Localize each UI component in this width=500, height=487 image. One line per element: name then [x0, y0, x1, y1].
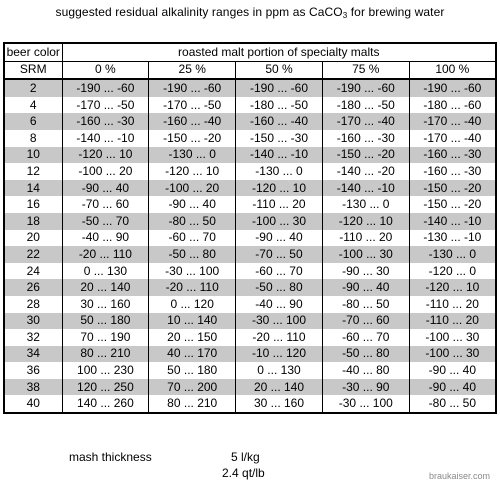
range-cell: -110 ... 20 [236, 196, 323, 213]
range-cell: 30 ... 160 [236, 395, 323, 413]
range-cell: -30 ... 100 [236, 313, 323, 330]
srm-cell: 6 [4, 113, 62, 130]
range-cell: 30 ... 160 [62, 296, 149, 313]
range-cell: -170 ... -50 [149, 97, 236, 114]
range-cell: 100 ... 230 [62, 362, 149, 379]
table-row [4, 130, 496, 147]
range-cell: -20 ... 110 [62, 246, 149, 263]
range-cell: -150 ... -20 [149, 130, 236, 147]
range-cell: -190 ... -60 [322, 79, 409, 97]
range-cell: -120 ... 10 [409, 279, 496, 296]
table-row [4, 346, 496, 363]
range-cell: -90 ... 40 [322, 279, 409, 296]
range-cell: -190 ... -60 [409, 79, 496, 97]
range-cell: -130 ... -10 [409, 230, 496, 247]
table-row [4, 163, 496, 180]
srm-cell: 22 [4, 246, 62, 263]
range-cell: -50 ... 70 [62, 213, 149, 230]
range-cell: -30 ... 100 [149, 263, 236, 280]
range-cell: 0 ... 120 [149, 296, 236, 313]
range-cell: -70 ... 60 [62, 196, 149, 213]
srm-cell: 2 [4, 79, 62, 97]
col-header-100: 100 % [409, 61, 496, 79]
table-row [4, 362, 496, 379]
range-cell: -90 ... 40 [62, 180, 149, 197]
range-cell: -120 ... 10 [149, 163, 236, 180]
table-body [4, 79, 496, 413]
range-cell: -170 ... -50 [62, 97, 149, 114]
range-cell: -70 ... 50 [236, 246, 323, 263]
table-row [4, 113, 496, 130]
table-row [4, 296, 496, 313]
srm-cell: 34 [4, 346, 62, 363]
range-cell: -190 ... -60 [236, 79, 323, 97]
srm-cell: 10 [4, 147, 62, 164]
table-row [4, 79, 496, 97]
table-row [4, 313, 496, 330]
range-cell: -140 ... -10 [236, 147, 323, 164]
range-cell: -100 ... 30 [409, 346, 496, 363]
srm-cell: 20 [4, 230, 62, 247]
range-cell: -80 ... 50 [149, 213, 236, 230]
range-cell: 20 ... 150 [149, 329, 236, 346]
srm-cell: 28 [4, 296, 62, 313]
range-cell: -140 ... -10 [409, 213, 496, 230]
srm-cell: 26 [4, 279, 62, 296]
srm-cell: 16 [4, 196, 62, 213]
range-cell: -60 ... 70 [149, 230, 236, 247]
range-cell: -110 ... 20 [409, 313, 496, 330]
page-title [0, 5, 500, 20]
srm-cell: 24 [4, 263, 62, 280]
range-cell: 50 ... 180 [62, 313, 149, 330]
range-cell: -160 ... -30 [322, 130, 409, 147]
range-cell: -160 ... -30 [62, 113, 149, 130]
watermark: braukaiser.com [428, 471, 490, 481]
range-cell: -110 ... 20 [409, 296, 496, 313]
range-cell: -50 ... 80 [322, 346, 409, 363]
range-cell: -80 ... 50 [409, 395, 496, 413]
table-row [4, 180, 496, 197]
range-cell: 40 ... 170 [149, 346, 236, 363]
range-cell: 120 ... 250 [62, 379, 149, 396]
range-cell: 20 ... 140 [62, 279, 149, 296]
range-cell: -80 ... 50 [322, 296, 409, 313]
range-cell: -130 ... 0 [409, 246, 496, 263]
range-cell: -40 ... 80 [322, 362, 409, 379]
srm-cell: 18 [4, 213, 62, 230]
range-cell: -150 ... -20 [409, 196, 496, 213]
range-cell: -50 ... 80 [236, 279, 323, 296]
range-cell: -190 ... -60 [62, 79, 149, 97]
range-cell: 70 ... 190 [62, 329, 149, 346]
table-row [4, 395, 496, 413]
range-cell: -100 ... 30 [322, 246, 409, 263]
range-cell: -160 ... -40 [149, 113, 236, 130]
mash-thickness-metric: 5 l/kg [231, 450, 260, 464]
col-header-beer-color: beer color [4, 43, 62, 61]
table-row [4, 379, 496, 396]
range-cell: -120 ... 10 [62, 147, 149, 164]
range-cell: -90 ... 40 [409, 362, 496, 379]
table-row [4, 246, 496, 263]
range-cell: -130 ... 0 [236, 163, 323, 180]
range-cell: -70 ... 60 [322, 313, 409, 330]
range-cell: -180 ... -50 [236, 97, 323, 114]
range-cell: -90 ... 30 [322, 263, 409, 280]
range-cell: -90 ... 40 [236, 230, 323, 247]
col-header-50: 50 % [236, 61, 323, 79]
title-suffix: for brewing water [347, 5, 445, 19]
range-cell: -160 ... -30 [409, 163, 496, 180]
range-cell: -40 ... 90 [62, 230, 149, 247]
range-cell: -170 ... -40 [409, 130, 496, 147]
table-row [4, 263, 496, 280]
range-cell: -120 ... 0 [409, 263, 496, 280]
col-header-75: 75 % [322, 61, 409, 79]
range-cell: 70 ... 200 [149, 379, 236, 396]
range-cell: -100 ... 20 [62, 163, 149, 180]
group-header: roasted malt portion of specialty malts [62, 43, 496, 61]
srm-cell: 12 [4, 163, 62, 180]
range-cell: -180 ... -60 [409, 97, 496, 114]
range-cell: -60 ... 70 [236, 263, 323, 280]
table-row [4, 230, 496, 247]
range-cell: -40 ... 90 [236, 296, 323, 313]
range-cell: -180 ... -50 [322, 97, 409, 114]
mash-thickness-label: mash thickness [69, 450, 152, 464]
range-cell: -140 ... -10 [322, 180, 409, 197]
range-cell: -130 ... 0 [149, 147, 236, 164]
alkalinity-table [3, 42, 497, 414]
range-cell: -90 ... 40 [149, 196, 236, 213]
srm-cell: 30 [4, 313, 62, 330]
range-cell: -170 ... -40 [409, 113, 496, 130]
table-row [4, 279, 496, 296]
range-cell: -120 ... 10 [236, 180, 323, 197]
col-header-srm: SRM [4, 61, 62, 79]
range-cell: -20 ... 110 [236, 329, 323, 346]
srm-cell: 38 [4, 379, 62, 396]
srm-cell: 4 [4, 97, 62, 114]
srm-cell: 32 [4, 329, 62, 346]
range-cell: -160 ... -40 [236, 113, 323, 130]
range-cell: 50 ... 180 [149, 362, 236, 379]
range-cell: -10 ... 120 [236, 346, 323, 363]
col-header-0: 0 % [62, 61, 149, 79]
range-cell: -50 ... 80 [149, 246, 236, 263]
table-row [4, 329, 496, 346]
srm-cell: 14 [4, 180, 62, 197]
range-cell: -140 ... -10 [62, 130, 149, 147]
range-cell: -170 ... -40 [322, 113, 409, 130]
range-cell: -30 ... 100 [322, 395, 409, 413]
title-subscript: 3 [342, 11, 348, 20]
range-cell: 80 ... 210 [62, 346, 149, 363]
mash-thickness-imperial: 2.4 qt/lb [222, 466, 265, 480]
range-cell: -60 ... 70 [322, 329, 409, 346]
range-cell: -100 ... 20 [149, 180, 236, 197]
table-row [4, 97, 496, 114]
range-cell: -20 ... 110 [149, 279, 236, 296]
srm-cell: 36 [4, 362, 62, 379]
range-cell: -90 ... 40 [409, 379, 496, 396]
range-cell: -140 ... -20 [322, 163, 409, 180]
range-cell: -160 ... -30 [409, 147, 496, 164]
range-cell: -150 ... -20 [322, 147, 409, 164]
range-cell: -150 ... -30 [236, 130, 323, 147]
range-cell: 10 ... 140 [149, 313, 236, 330]
range-cell: 80 ... 210 [149, 395, 236, 413]
range-cell: -130 ... 0 [322, 196, 409, 213]
range-cell: -110 ... 20 [322, 230, 409, 247]
range-cell: -30 ... 90 [322, 379, 409, 396]
srm-cell: 8 [4, 130, 62, 147]
title-prefix: suggested residual alkalinity ranges in ppm as CaCO [55, 5, 343, 19]
range-cell: -190 ... -60 [149, 79, 236, 97]
range-cell: -100 ... 30 [409, 329, 496, 346]
table-row [4, 213, 496, 230]
range-cell: 140 ... 260 [62, 395, 149, 413]
range-cell: 20 ... 140 [236, 379, 323, 396]
range-cell: 0 ... 130 [236, 362, 323, 379]
range-cell: -120 ... 10 [322, 213, 409, 230]
table-row [4, 147, 496, 164]
col-header-25: 25 % [149, 61, 236, 79]
srm-cell: 40 [4, 395, 62, 413]
range-cell: -100 ... 30 [236, 213, 323, 230]
range-cell: -150 ... -20 [409, 180, 496, 197]
table-row [4, 196, 496, 213]
range-cell: 0 ... 130 [62, 263, 149, 280]
